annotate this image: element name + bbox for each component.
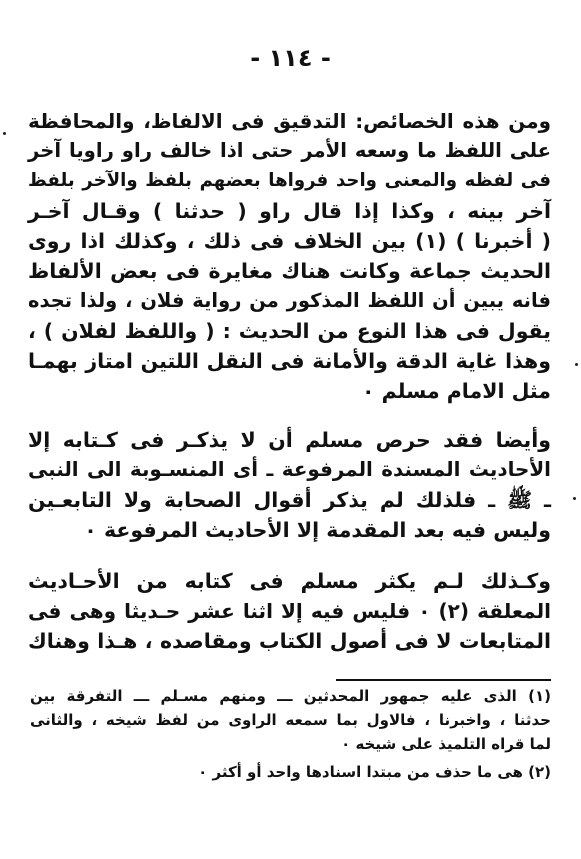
footnote-divider: [336, 679, 551, 681]
footnote-line: (١) الذى عليه جمهور المحدثين ـــ ومنهم مسـلم ـــ التفرقة بين: [30, 687, 551, 705]
scan-speck: [573, 497, 576, 500]
scan-speck: [3, 132, 6, 135]
text-line: المتابعات لا فى أصول الكتاب ومقاصده ، هـذا وهناك: [28, 629, 551, 653]
text-line: الحديث جماعة وكانت هناك مغايرة فى بعض الألفاظ: [28, 259, 551, 283]
footnote-line: لما قراه التلميذ على شيخه ٠: [341, 735, 551, 753]
text-line: الأحاديث المسندة المرفوعة ـ أى المنسـوبة الى النبى: [28, 458, 551, 481]
text-line: يقول فى هذا النوع من الحديث : ( واللفظ لفلان ) ،: [28, 319, 551, 343]
page-number: - ١١٤ -: [250, 44, 331, 72]
text-line: مثل الامام مسلم ٠: [362, 379, 551, 403]
text-line: آخر بينه ، وكذا إذا قال راو ( حدثنا ) وقـال آخـر: [28, 199, 551, 223]
paragraph-2: [28, 425, 551, 545]
text-line: المعلقة (٢) ٠ فليس فيه إلا اثنا عشر حـديثا وهى فى: [28, 599, 551, 623]
text-line: على اللفظ ما وسعه الأمر حتى اذا خالف راو راويا آخر: [28, 139, 551, 162]
footnotes: [30, 684, 551, 788]
text-line: ـ ﷺ ـ فلذلك لم يذكر أقوال الصحابة ولا التابعـين: [28, 488, 551, 512]
paragraph-1: [28, 106, 551, 406]
footnote-line: (٢) هى ما حذف من مبتدا اسنادها واحد أو أكثر ٠: [198, 763, 551, 781]
text-line: ومن هذه الخصائص: التدقيق فى الالفاظ، والمحافظة: [28, 109, 551, 133]
text-line: ( أخبرنا ) (١) بين الخلاف فى ذلك ، وكذلك اذا روى: [28, 229, 552, 253]
footnote-2: [30, 760, 551, 784]
text-line: وكـذلك لـم يكثر مسلم فى كتابه من الأحـاديث: [28, 569, 551, 593]
footnote-1: [30, 684, 551, 756]
scan-speck: [575, 363, 578, 366]
text-line: وهذا غاية الدقة والأمانة فى النقل اللتين امتاز بهمـا: [28, 349, 551, 373]
text-line: فى لفظه والمعنى واحد فرواها بعضهم بلفظ والآخر بلفظ: [28, 170, 551, 191]
text-line: فانه يبين أن اللفظ المذكور من رواية فلان ، ولذا تجده: [28, 289, 551, 312]
footnote-line: حدثنا ، واخبرنا ، فالاول بما سمعه الراوى من لفظ شيخه ، والثانى: [30, 711, 551, 729]
text-line: وليس فيه بعد المقدمة إلا الأحاديث المرفوعة ٠: [84, 518, 551, 542]
text-line: وأيضا فقد حرص مسلم أن لا يذكـر فى كـتابه إلا: [28, 428, 551, 452]
paragraph-3: [28, 566, 551, 656]
